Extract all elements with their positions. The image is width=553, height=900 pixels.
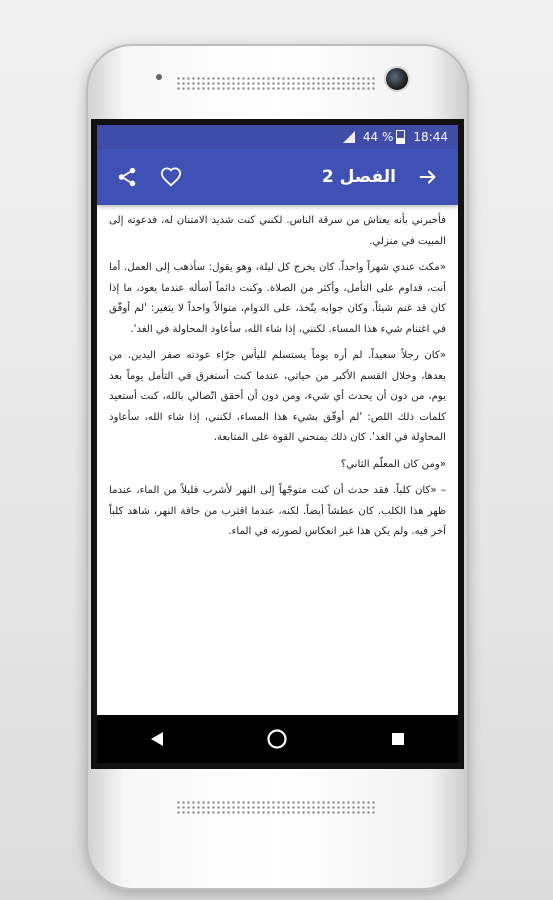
chapter-text bbox=[97, 205, 458, 746]
back-triangle-icon[interactable] bbox=[133, 719, 181, 759]
earpiece-speaker bbox=[176, 76, 376, 90]
bottom-speaker bbox=[176, 800, 376, 814]
share-icon[interactable] bbox=[109, 159, 145, 195]
battery-status bbox=[363, 130, 406, 144]
app-bar-title-group bbox=[322, 159, 446, 195]
battery-percent: 44 % bbox=[362, 130, 394, 144]
back-arrow-icon[interactable] bbox=[410, 159, 446, 195]
paragraph: فأخبرني بأنه يعتاش من سرقة الناس. لكنني كنت شديد الامتنان له، فدعوته إلى المبيت في منزلي. bbox=[109, 215, 446, 247]
sensor bbox=[156, 74, 162, 80]
favorite-heart-icon[interactable] bbox=[153, 159, 189, 195]
recents-square-icon[interactable] bbox=[374, 719, 422, 759]
clock: 18:44 bbox=[413, 130, 448, 144]
home-circle-icon[interactable] bbox=[253, 719, 301, 759]
app-bar-actions bbox=[109, 159, 189, 195]
paragraph: «كان رجلاً سعيداً. لم أره يوماً يستسلم لليأس جرّاء عودته صفر اليدين. من بعدها، وخلال القسم الأكبر من حياتي، عندما كنت أستغرق في التأمل يوماً بعد يوم، من دون أن يحدث أي شيء، ومن دون أن أحقق اتّصالي بالله، كنت أستعيد كلمات ذلك اللص: 'لم أوفّق بشيء هذا المساء، لكنني، إذا شاء الله، سأعاود المحاولة في الغد'. كان ذلك يمنحني القوة على المتابعة. bbox=[109, 350, 446, 443]
app-bar bbox=[97, 149, 458, 205]
battery-icon bbox=[396, 130, 405, 144]
front-camera bbox=[386, 68, 408, 90]
chapter-title: الفصل 2 bbox=[321, 167, 396, 187]
system-nav-bar bbox=[97, 715, 458, 763]
paragraph: – «كان كلباً. فقد حدث أن كنت متوجّهاً إلى النهر لأشرب قليلاً من الماء، عندما ظهر هذا الكلب. كان عطشاً أيضاً. لكنه، عندما اقترب من حافة النهر، شاهد كلباً آخر فيه. ولم يكن هذا غير انعكاس لصورته في الماء. bbox=[109, 485, 446, 537]
phone-frame bbox=[86, 44, 469, 890]
paragraph: «ومن كان المعلّم الثاني؟ bbox=[340, 458, 446, 470]
screen bbox=[97, 125, 458, 763]
status-bar bbox=[97, 125, 458, 149]
paragraph: «مكث عندي شهراً واحداً. كان يخرج كل ليلة، وهو يقول: سأذهب إلى العمل. أما أنت، فداوم على التأمل، وأكثر من الصلاة. وكنت دائماً أسأله عندما يعود، ما إذا كان قد غنم شيئاً. وكان جوابه يتّخذ، على الدوام، منوالاً واحداً لا يتغير: 'لم أوفّق في اغتنام شيء هذا المساء. لكنني، إذا شاء الله، سأعاود المحاولة في الغد'. bbox=[109, 262, 446, 335]
signal-icon bbox=[343, 131, 355, 143]
